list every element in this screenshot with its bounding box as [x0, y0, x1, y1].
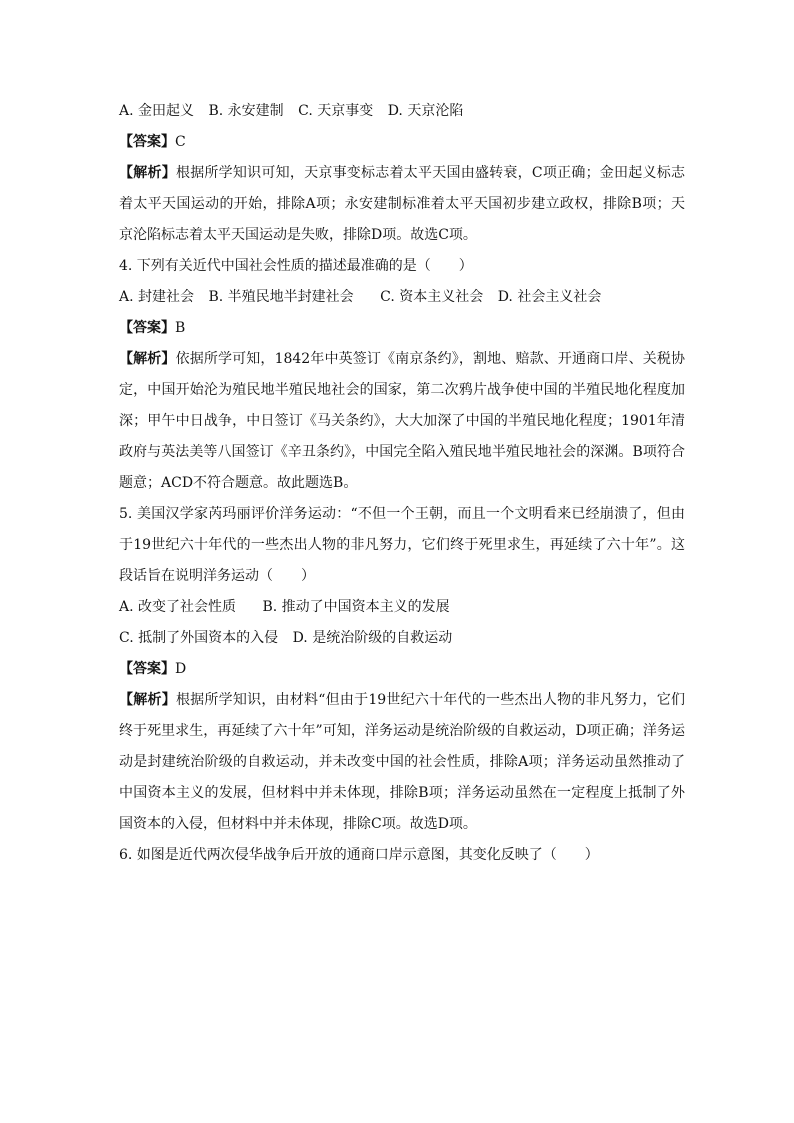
- q3-option-b: B. 永安建制: [208, 103, 284, 119]
- q3-options: [119, 96, 685, 127]
- q3-answer-value: C: [175, 134, 186, 150]
- q4-analysis: [119, 344, 685, 499]
- answer-tag: 【答案】: [119, 661, 175, 677]
- q5-answer: [119, 654, 685, 685]
- q4-option-b: B. 半殖民地半封建社会: [208, 289, 354, 305]
- answer-tag: 【答案】: [119, 134, 175, 150]
- q4-option-a: A. 封建社会: [119, 289, 195, 305]
- q3-option-c: C. 天京事变: [298, 103, 374, 119]
- q5-question: [119, 499, 685, 592]
- q4-question: 4. 下列有关近代中国社会性质的描述最准确的是（ ）: [119, 258, 473, 274]
- q3-option-a: A. 金田起义: [119, 103, 195, 119]
- q3-analysis: [119, 158, 685, 251]
- q5-option-c: C. 抵制了外国资本的入侵: [119, 630, 279, 646]
- q3-option-d: D. 天京沦陷: [387, 103, 464, 119]
- q5-option-d: D. 是统治阶级的自救运动: [292, 630, 453, 646]
- q4-options: [119, 282, 685, 313]
- q4-option-c: C. 资本主义社会: [380, 289, 484, 305]
- answer-tag: 【答案】: [119, 320, 175, 336]
- q5-analysis: [119, 685, 685, 840]
- q5-option-a: A. 改变了社会性质: [119, 599, 237, 615]
- q4-answer-value: B: [175, 320, 186, 336]
- q5-options-row-1: [119, 592, 685, 623]
- q4-analysis-text: 依据所学可知，1842年中英签订《南京条约》，割地、赔款、开通商口岸、关税协定，中国开始沦为殖民地半殖民地社会的国家，第二次鸦片战争使中国的半殖民地化程度加深；甲午中日战争，中日签订《马关条约》，大大加深了中国的半殖民地化程度；1901年清政府与英法美等八国签订《辛丑条约》，中国完全陷入殖民地半殖民地社会的深渊。B项符合题意；ACD不符合题意。故此题选B。: [119, 351, 686, 491]
- q3-answer: [119, 127, 685, 158]
- analysis-tag: 【解析】: [119, 165, 176, 181]
- q6-question: 6. 如图是近代两次侵华战争后开放的通商口岸示意图，其变化反映了（ ）: [119, 847, 599, 863]
- q3-analysis-text: 根据所学知识可知，天京事变标志着太平天国由盛转衰，C项正确；金田起义标志着太平天国运动的开始，排除A项；永安建制标准着太平天国初步建立政权，排除B项；天京沦陷标志着太平天国运动是失败，排除D项。故选C项。: [119, 165, 685, 243]
- q5-options-row-2: [119, 623, 685, 654]
- q5-answer-value: D: [175, 661, 187, 677]
- analysis-tag: 【解析】: [119, 692, 176, 708]
- document-page: [119, 96, 685, 871]
- q4-answer: [119, 313, 685, 344]
- q5-analysis-text: 根据所学知识，由材料“但由于19世纪六十年代的一些杰出人物的非凡努力，它们终于死里求生，再延续了六十年”可知，洋务运动是统治阶级的自救运动，D项正确；洋务运动是封建统治阶级的自救运动，并未改变中国的社会性质，排除A项；洋务运动虽然推动了中国资本主义的发展，但材料中并未体现，排除B项；洋务运动虽然在一定程度上抵制了外国资本的入侵，但材料中并未体现，排除C项。故选D项。: [119, 692, 685, 832]
- analysis-tag: 【解析】: [119, 351, 176, 367]
- q5-option-b: B. 推动了中国资本主义的发展: [262, 599, 450, 615]
- q5-question-text: 5. 美国汉学家芮玛丽评价洋务运动：“不但一个王朝，而且一个文明看来已经崩溃了，但由于19世纪六十年代的一些杰出人物的非凡努力，它们终于死里求生，再延续了六十年”。这段话旨在说明洋务运动（ ）: [119, 506, 685, 584]
- q4-option-d: D. 社会主义社会: [497, 289, 602, 305]
